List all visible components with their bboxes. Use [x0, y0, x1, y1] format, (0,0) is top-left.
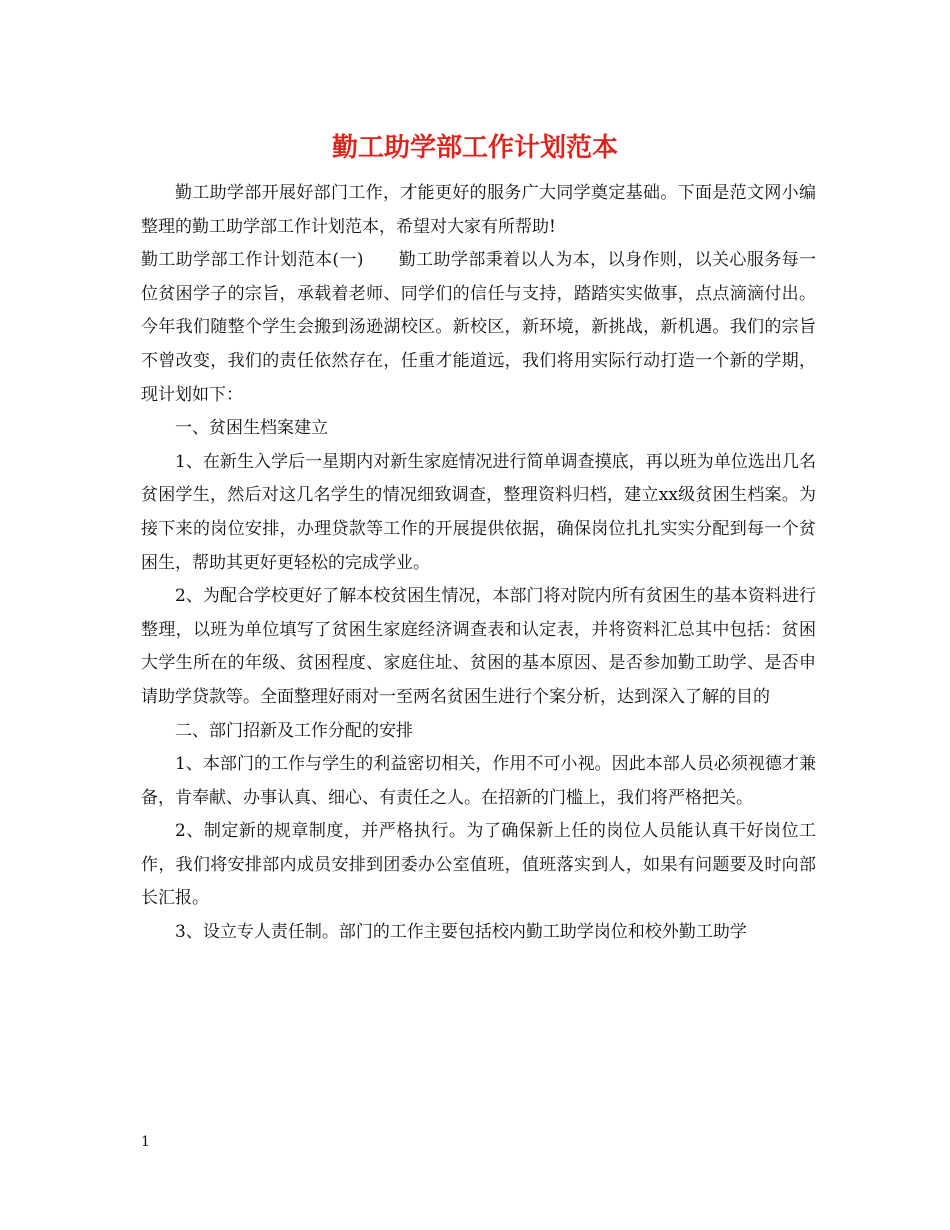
document-body	[141, 177, 816, 950]
sample-paragraph	[141, 244, 816, 412]
document-title: 勤工助学部工作计划范本	[331, 133, 618, 163]
sample-intro: 勤工助学部秉着以人为本，以身作则，以关心服务每一位贫困学子的宗旨，承载着老师、同学们的信任与支持，踏踏实实做事，点点滴滴付出。今年我们随整个学生会搬到汤逊湖校区。新校区，新环境，新挑战，新机遇。我们的宗旨不曾改变，我们的责任依然存在，任重才能道远，我们将用实际行动打造一个新的学期，现计划如下：	[141, 250, 817, 405]
section-2-item-3: 3、设立专人责任制。部门的工作主要包括校内勤工助学岗位和校外勤工助学	[175, 922, 747, 943]
section-2-item-1: 1、本部门的工作与学生的利益密切相关，作用不可小视。因此本部人员必须视德才兼备，肯奉献、办事认真、细心、有责任之人。在招新的门槛上，我们将严格把关。	[141, 754, 816, 808]
section-1-heading: 一、贫困生档案建立	[175, 418, 328, 439]
sample-heading: 勤工助学部工作计划范本(一)	[141, 250, 399, 271]
section-2-item-2: 2、制定新的规章制度，并严格执行。为了确保新上任的岗位人员能认真干好岗位工作，我们将安排部内成员安排到团委办公室值班，值班落实到人，如果有问题要及时向部长汇报。	[141, 821, 816, 909]
section-1-item-2: 2、为配合学校更好了解本校贫困生情况，本部门将对院内所有贫困生的基本资料进行整理，以班为单位填写了贫困生家庭经济调查表和认定表，并将资料汇总其中包括：贫困大学生所在的年级、贫困程度、家庭住址、贫困的基本原因、是否参加勤工助学、是否申请助学贷款等。全面整理好雨对一至两名贫困生进行个案分析，达到深入了解的目的	[141, 586, 816, 707]
section-2-heading: 二、部门招新及工作分配的安排	[175, 720, 413, 741]
page-number: 1	[141, 1134, 150, 1150]
intro-paragraph: 勤工助学部开展好部门工作，才能更好的服务广大同学奠定基础。下面是范文网小编整理的勤工助学部工作计划范本，希望对大家有所帮助!	[141, 183, 816, 237]
section-1-item-1: 1、在新生入学后一星期内对新生家庭情况进行简单调查摸底，再以班为单位选出几名贫困学生，然后对这几名学生的情况细致调查，整理资料归档，建立xx级贫困生档案。为接下来的岗位安排，办理贷款等工作的开展提供依据，确保岗位扎扎实实分配到每一个贫困生，帮助其更好更轻松的完成学业。	[141, 451, 816, 573]
